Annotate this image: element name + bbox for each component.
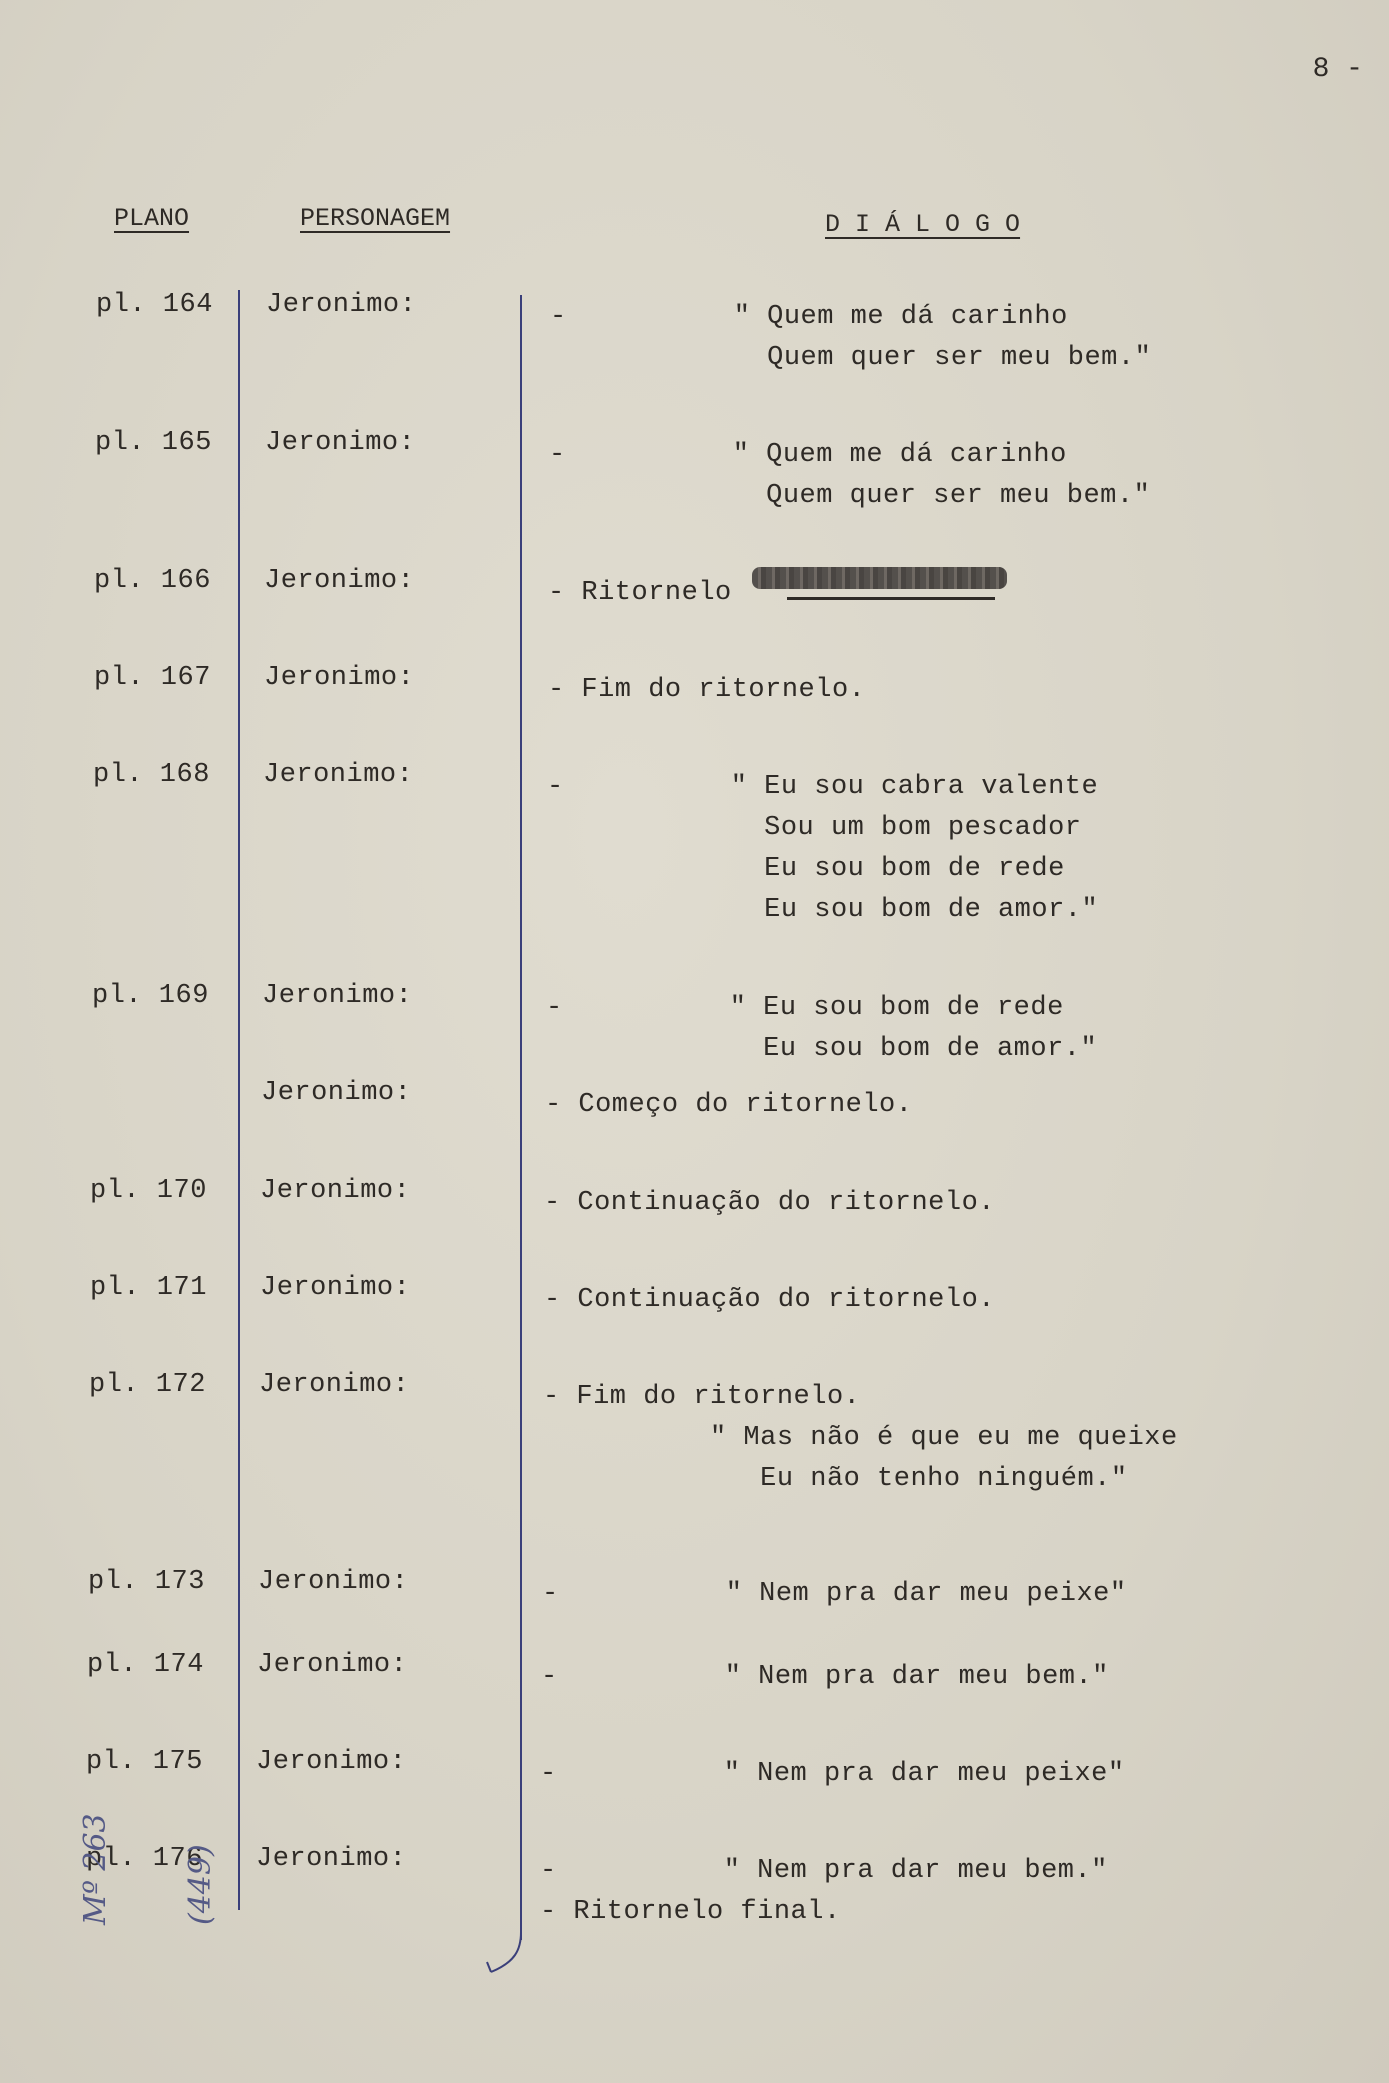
row-plano: pl. 170: [90, 1176, 207, 1206]
row-dialogo-line: " Mas não é que eu me queixe: [543, 1423, 1178, 1453]
row-dialogo-line: - " Eu sou cabra valente: [547, 772, 1099, 802]
header-plano: PLANO: [114, 204, 190, 233]
row-plano: pl. 176: [86, 1844, 203, 1874]
handwritten-underline: [787, 597, 995, 600]
row-dialogo-line: - Continuação do ritornelo.: [544, 1188, 995, 1218]
row-dialogo-line: Sou um bom pescador: [547, 813, 1082, 843]
row-personagem: Jeronimo:: [260, 1273, 411, 1303]
row-personagem: Jeronimo:: [257, 1650, 408, 1680]
row-plano: pl. 174: [87, 1650, 204, 1680]
row-dialogo-line: - Fim do ritornelo.: [543, 1382, 861, 1412]
row-personagem: Jeronimo:: [266, 290, 417, 320]
row-plano: pl. 168: [93, 760, 210, 790]
row-dialogo-line: - Ritornelo: [548, 578, 732, 608]
row-plano: pl. 171: [90, 1273, 207, 1303]
row-personagem: Jeronimo:: [264, 566, 415, 596]
row-dialogo-line: - " Eu sou bom de rede: [546, 993, 1064, 1023]
header-personagem: PERSONAGEM: [300, 204, 451, 233]
page-number: 8 -: [1312, 54, 1363, 85]
row-dialogo-line: - " Nem pra dar meu bem.": [541, 1662, 1109, 1692]
row-dialogo-line: Eu não tenho ninguém.": [543, 1464, 1128, 1494]
row-dialogo-line: - " Nem pra dar meu bem.": [540, 1856, 1108, 1886]
row-dialogo-line: - " Nem pra dar meu peixe": [540, 1759, 1125, 1789]
row-dialogo-line: - Ritornelo final.: [540, 1897, 841, 1927]
row-dialogo-line: Eu sou bom de amor.": [546, 1034, 1098, 1064]
bracket-hook: [485, 1930, 525, 1975]
row-personagem: Jeronimo:: [259, 1370, 410, 1400]
row-dialogo-line: - " Quem me dá carinho: [550, 302, 1068, 332]
row-personagem: Jeronimo:: [260, 1176, 411, 1206]
row-personagem: Jeronimo:: [258, 1567, 409, 1597]
column-divider-right: [520, 295, 522, 1940]
row-plano: pl. 173: [88, 1567, 205, 1597]
row-plano: pl. 166: [94, 566, 211, 596]
row-dialogo-line: - Começo do ritornelo.: [545, 1090, 913, 1120]
struck-out-text: [752, 567, 1007, 589]
row-dialogo-line: Eu sou bom de amor.": [547, 895, 1099, 925]
column-divider-left: [238, 290, 240, 1910]
header-dialogo: D I Á L O G O: [825, 210, 1021, 239]
row-dialogo-line: - " Nem pra dar meu peixe": [542, 1579, 1127, 1609]
row-personagem: Jeronimo:: [256, 1844, 407, 1874]
row-personagem: Jeronimo:: [262, 981, 413, 1011]
row-dialogo-line: - " Quem me dá carinho: [549, 440, 1067, 470]
row-personagem: Jeronimo:: [264, 663, 415, 693]
row-personagem: Jeronimo:: [256, 1747, 407, 1777]
row-personagem: Jeronimo:: [263, 760, 414, 790]
row-plano: pl. 172: [89, 1370, 206, 1400]
row-plano: pl. 175: [86, 1747, 203, 1777]
row-plano: pl. 169: [92, 981, 209, 1011]
row-plano: pl. 167: [94, 663, 211, 693]
row-dialogo-line: Quem quer ser meu bem.": [549, 481, 1151, 511]
row-dialogo-line: - Continuação do ritornelo.: [544, 1285, 995, 1315]
row-personagem: Jeronimo:: [261, 1078, 412, 1108]
row-dialogo-line: Eu sou bom de rede: [547, 854, 1065, 884]
handwritten-archive-note: Mº 263 (449): [78, 1813, 218, 1925]
row-plano: pl. 164: [96, 290, 213, 320]
row-dialogo-line: - Fim do ritornelo.: [548, 675, 866, 705]
row-plano: pl. 165: [95, 428, 212, 458]
row-personagem: Jeronimo:: [265, 428, 416, 458]
row-dialogo-line: Quem quer ser meu bem.": [550, 343, 1152, 373]
